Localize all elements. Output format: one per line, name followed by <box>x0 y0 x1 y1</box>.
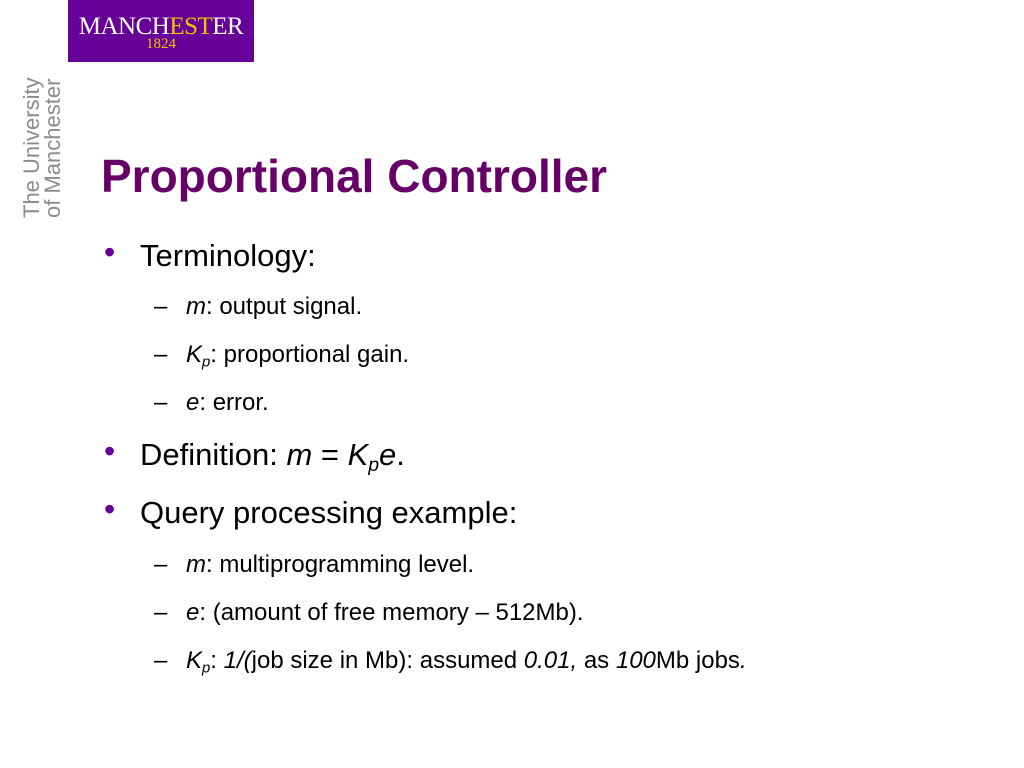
bullet-marker: • <box>104 433 116 469</box>
sub-bullet-free-memory: – e: (amount of free memory – 512Mb). <box>154 599 584 626</box>
university-name-line2: of Manchester <box>40 78 65 218</box>
bullet-marker: • <box>104 491 116 527</box>
dash-marker: – <box>154 341 168 368</box>
bullet-terminology: • Terminology: <box>104 234 316 273</box>
sub-bullet-gain-value: – $K_p$: 1/(job size in Mb): assumed 0.01, as 100Mb jobs. <box>154 647 747 677</box>
bullet-marker: • <box>104 234 116 270</box>
dash-marker: – <box>154 389 168 416</box>
sub-bullet-multiprogramming: – m: multiprogramming level. <box>154 551 475 578</box>
logo-wordmark: MANCHESTER <box>78 13 244 40</box>
university-name-line1: The University <box>19 77 44 218</box>
dash-marker: – <box>154 551 168 578</box>
bullet-query-processing: • Query processing example: <box>104 491 518 530</box>
dash-marker: – <box>154 599 168 626</box>
slide-title: Proportional Controller <box>101 150 607 202</box>
dash-marker: – <box>154 293 168 320</box>
sub-bullet-error: – e: error. <box>154 389 269 416</box>
sub-bullet-proportional-gain: – $K_p$: proportional gain. <box>154 341 410 371</box>
logo-year: 1824 <box>146 36 176 52</box>
sub-bullet-output-signal: – m: output signal. <box>154 293 363 320</box>
dash-marker: – <box>154 647 168 674</box>
bullet-definition: • Definition: $m = K_pe$. <box>104 433 405 476</box>
